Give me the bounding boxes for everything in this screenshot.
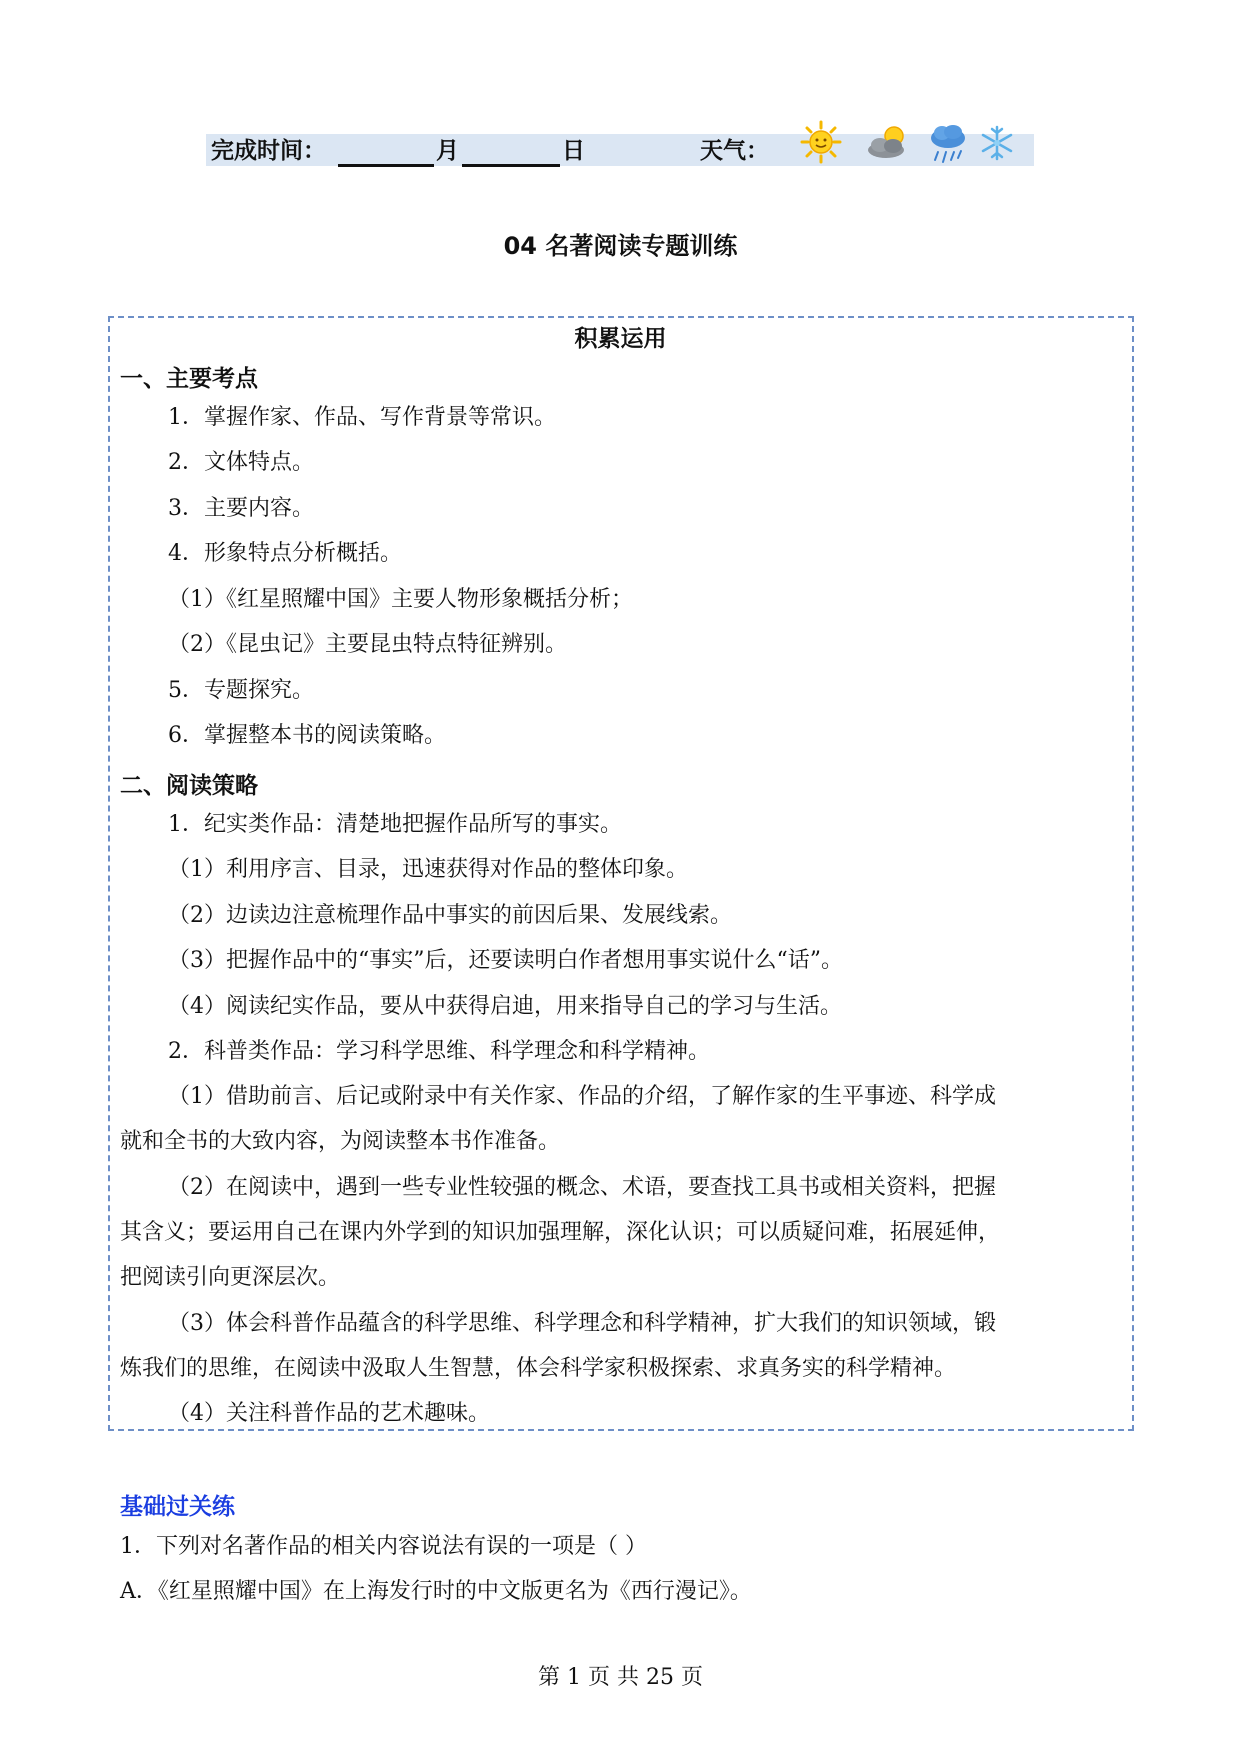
month-label: 月 [436, 138, 459, 164]
list-item: （1）《红星照耀中国》主要人物形象概括分析； [168, 587, 633, 612]
month-blank[interactable] [338, 164, 434, 167]
paragraph-line: 炼我们的思维，在阅读中汲取人生智慧，体会科学家积极探索、求真务实的科学精神。 [120, 1356, 957, 1381]
list-item: （3）把握作品中的“事实”后，还要读明白作者想用事实说什么“话”。 [168, 948, 843, 973]
list-item: 4．形象特点分析概括。 [168, 541, 402, 566]
list-item: 2．科普类作品：学习科学思维、科学理念和科学精神。 [168, 1039, 710, 1064]
section-heading-reading-strategies: 二、阅读策略 [120, 773, 258, 799]
list-item: 6．掌握整本书的阅读策略。 [168, 723, 446, 748]
list-item: 2．文体特点。 [168, 450, 314, 475]
list-item: 3．主要内容。 [168, 496, 314, 521]
list-item: 1．纪实类作品：清楚地把握作品所写的事实。 [168, 812, 622, 837]
partly-cloudy-icon[interactable] [864, 122, 912, 162]
question-1: 1．下列对名著作品的相关内容说法有误的一项是（ ） [120, 1534, 647, 1559]
list-item: （2）边读边注意梳理作品中事实的前因后果、发展线索。 [168, 903, 732, 928]
paragraph-line: 其含义；要运用自己在课内外学到的知识加强理解，深化认识；可以质疑问难，拓展延伸， [120, 1220, 1001, 1245]
paragraph-line: （4）关注科普作品的艺术趣味。 [168, 1401, 490, 1426]
day-label: 日 [562, 138, 585, 164]
paragraph-line: （1）借助前言、后记或附录中有关作家、作品的介绍，了解作家的生平事迹、科学成 [168, 1084, 996, 1109]
basic-practice-heading: 基础过关练 [120, 1494, 235, 1520]
list-item: （2）《昆虫记》主要昆虫特点特征辨别。 [168, 632, 567, 657]
option-a[interactable]: A．《红星照耀中国》在上海发行时的中文版更名为《西行漫记》。 [120, 1579, 752, 1604]
weather-label: 天气： [700, 138, 769, 164]
paragraph-line: 把阅读引向更深层次。 [120, 1265, 341, 1290]
section-heading-key-points: 一、主要考点 [120, 366, 258, 392]
box-title: 积累运用 [574, 326, 667, 352]
sun-icon[interactable] [800, 120, 842, 164]
list-item: 5．专题探究。 [168, 678, 314, 703]
paragraph-line: （2）在阅读中，遇到一些专业性较强的概念、术语，要查找工具书或相关资料，把握 [168, 1175, 996, 1200]
completion-time-label: 完成时间： [211, 138, 326, 164]
day-blank[interactable] [462, 164, 560, 167]
page-footer: 第 1 页 共 25 页 [538, 1665, 703, 1690]
document-title: 04 名著阅读专题训练 [503, 232, 738, 260]
paragraph-line: （3）体会科普作品蕴含的科学思维、科学理念和科学精神，扩大我们的知识领域，锻 [168, 1311, 996, 1336]
list-item: （1）利用序言、目录，迅速获得对作品的整体印象。 [168, 857, 688, 882]
list-item: （4）阅读纪实作品，要从中获得启迪，用来指导自己的学习与生活。 [168, 994, 842, 1019]
rain-icon[interactable] [928, 122, 968, 166]
paragraph-line: 就和全书的大致内容，为阅读整本书作准备。 [120, 1129, 561, 1154]
snow-icon[interactable] [978, 124, 1016, 162]
list-item: 1．掌握作家、作品、写作背景等常识。 [168, 405, 556, 430]
